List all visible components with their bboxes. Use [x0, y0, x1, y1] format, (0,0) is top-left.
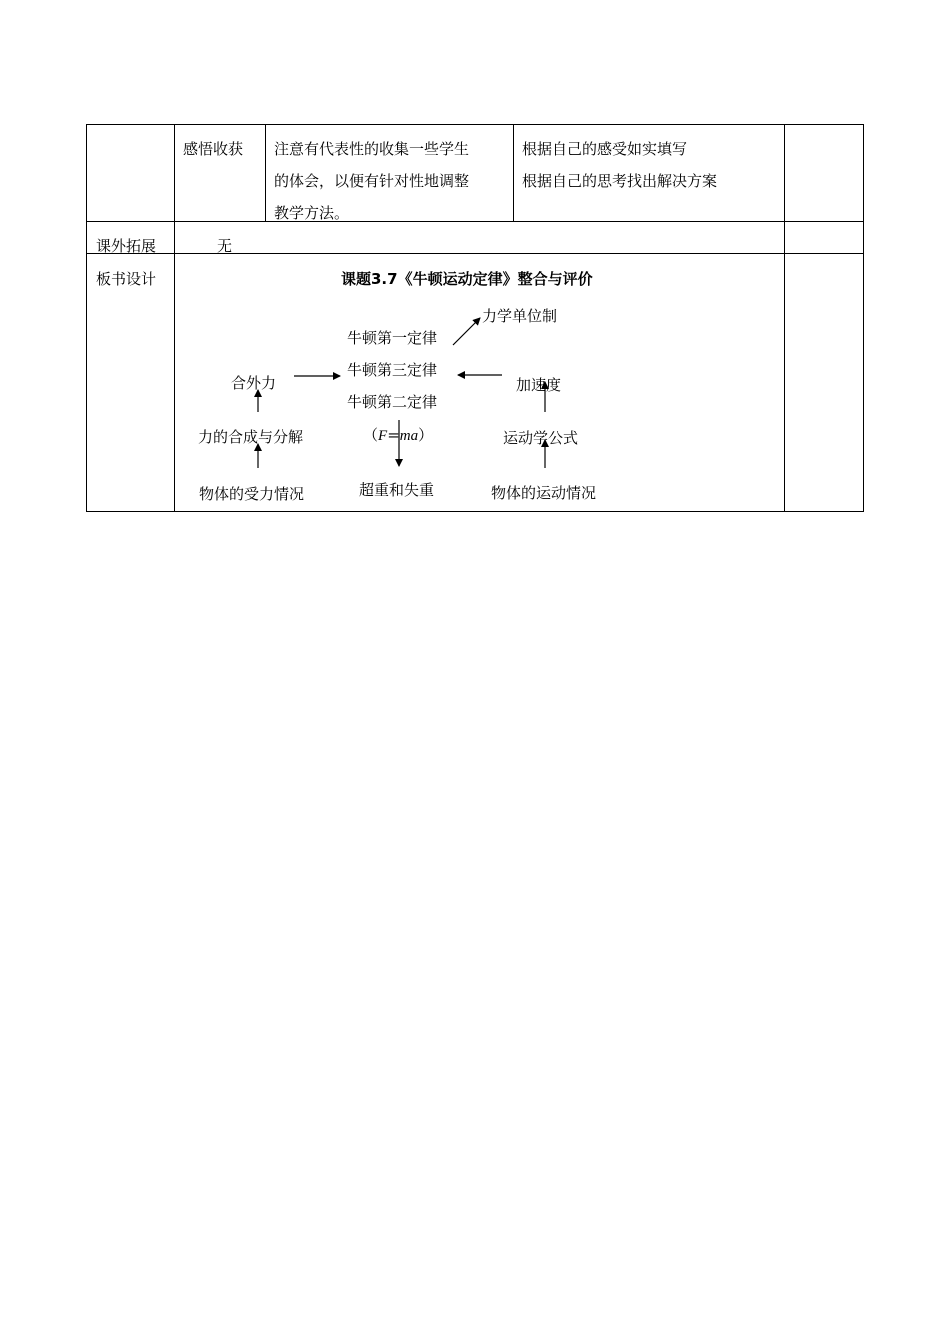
- board-title: 课题3.7《牛顿运动定律》整合与评价: [341, 270, 593, 288]
- node-units: 力学单位制: [482, 307, 558, 325]
- row-label-extension: 课外拓展: [96, 237, 157, 255]
- formula-close: ）: [418, 426, 434, 444]
- node-force-composition: 力的合成与分解: [198, 428, 304, 446]
- extension-content: 无: [217, 237, 233, 255]
- formula-f: F: [378, 428, 388, 444]
- node-force-situation: 物体的受力情况: [199, 485, 305, 503]
- node-newton-first-law: 牛顿第一定律: [347, 329, 438, 347]
- row-label-board-design: 板书设计: [96, 270, 157, 288]
- row-label-reflection: 感悟收获: [183, 140, 244, 158]
- arrow-law1-to-units: [453, 318, 480, 345]
- teacher-activity-line-1: 注意有代表性的收集一些学生: [274, 140, 470, 158]
- node-net-force: 合外力: [231, 374, 277, 392]
- node-motion-situation: 物体的运动情况: [491, 484, 597, 502]
- teacher-activity-line-3: 教学方法。: [274, 204, 350, 222]
- teacher-activity-line-2: 的体会，以便有针对性地调整: [274, 172, 470, 190]
- node-newton-third-law: 牛顿第三定律: [347, 361, 438, 379]
- formula-eq: =: [387, 426, 400, 444]
- node-newton-second-law: 牛顿第二定律: [347, 393, 438, 411]
- formula-open: （: [363, 426, 379, 444]
- node-kinematics: 运动学公式: [503, 429, 579, 447]
- student-activity-line-2: 根据自己的思考找出解决方案: [522, 172, 718, 190]
- formula-ma: ma: [399, 428, 419, 444]
- student-activity-line-1: 根据自己的感受如实填写: [522, 140, 688, 158]
- node-acceleration: 加速度: [516, 376, 562, 394]
- node-overweight-weightlessness: 超重和失重: [359, 481, 435, 499]
